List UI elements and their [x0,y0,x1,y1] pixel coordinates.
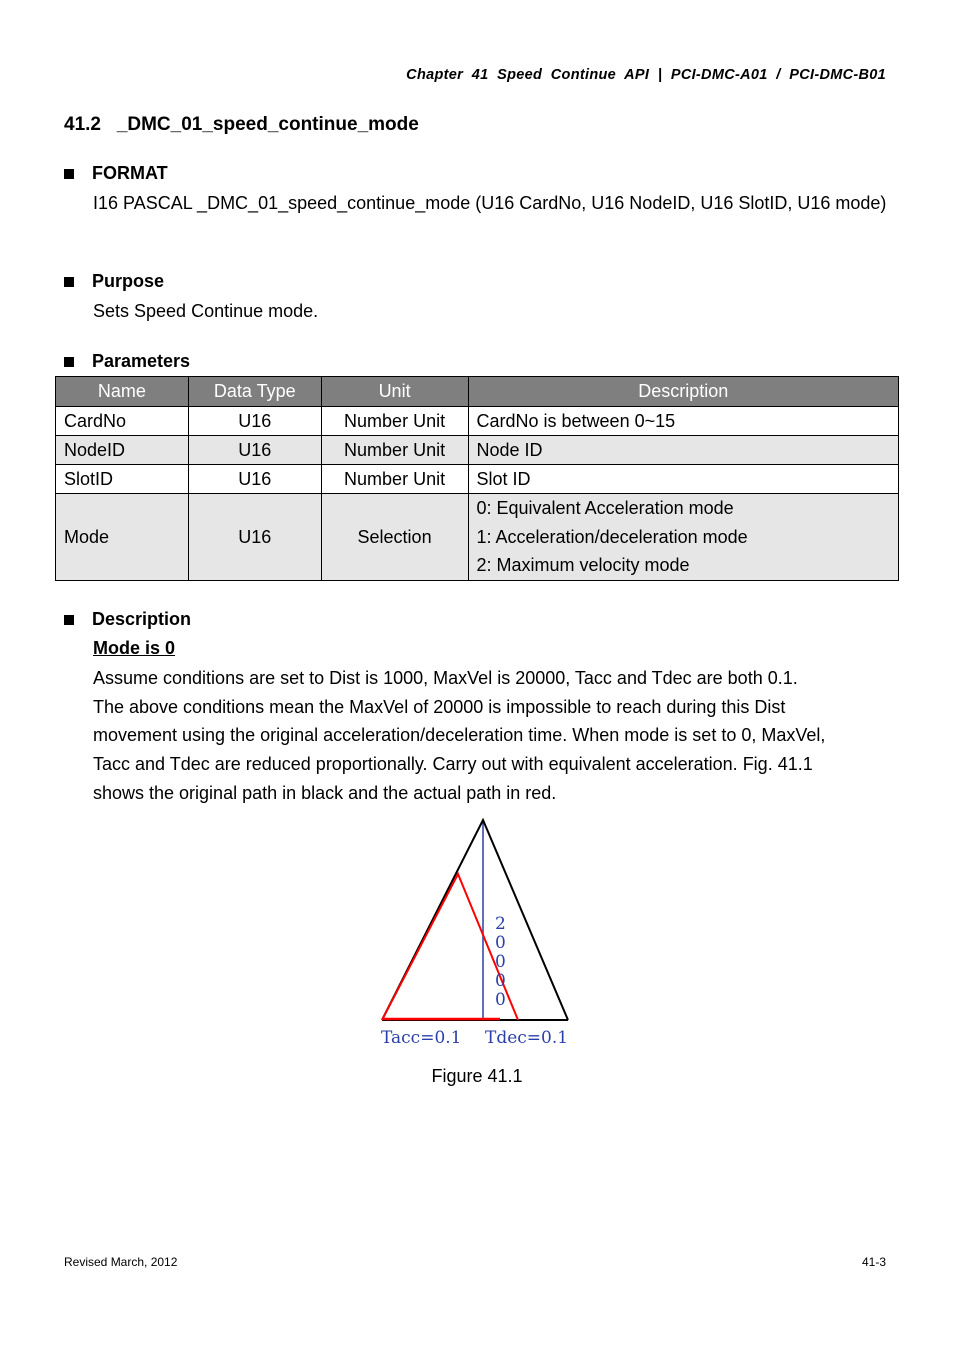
column-header-data-type: Data Type [188,377,321,407]
footer-revision: Revised March, 2012 [64,1255,178,1269]
param-desc: Slot ID [468,465,899,494]
description-line: shows the original path in black and the actual path in red. [93,782,557,803]
format-heading-label: FORMAT [92,163,168,183]
table-row [56,494,899,581]
column-header-unit: Unit [321,377,468,407]
mode-option: 0: Equivalent Acceleration mode [476,498,734,518]
table-row [56,407,899,436]
param-type: U16 [188,465,321,494]
parameters-heading-label: Parameters [92,351,191,371]
param-unit: Number Unit [321,436,468,465]
section-title: 41.2 _DMC_01_speed_continue_mode [64,114,419,135]
description-heading [64,609,191,630]
bullet-square-icon [64,615,74,625]
tacc-label: Tacc=0.1 [381,1028,462,1048]
description-line: Tacc and Tdec are reduced proportionally. Carry out with equivalent acceleration. Fig. 41.1 [93,754,813,775]
mode-subheading: Mode is 0 [93,638,176,658]
page-header: Chapter 41 Speed Continue API | PCI-DMC-A01 / PCI-DMC-B01 [406,67,886,83]
original-path [382,820,568,1020]
param-desc: CardNo is between 0~15 [468,407,899,436]
param-name: Mode [56,494,189,581]
format-text: I16 PASCAL _DMC_01_speed_continue_mode (U16 CardNo, U16 NodeID, U16 SlotID, U16 mode) [93,193,887,213]
param-type: U16 [188,436,321,465]
param-unit: Number Unit [321,407,468,436]
vertical-label-digit: 0 [495,971,506,991]
vertical-label-digit: 0 [495,933,506,953]
param-unit: Number Unit [321,465,468,494]
purpose-heading [64,271,164,292]
description-text [93,664,893,808]
figure-caption: Figure 41.1 [431,1066,523,1086]
bullet-square-icon [64,169,74,179]
table-row [56,436,899,465]
description-heading-label: Description [92,609,192,629]
param-desc [468,494,899,581]
parameters-table [55,376,899,581]
column-header-description: Description [468,377,899,407]
mode-option: 2: Maximum velocity mode [476,555,690,576]
mode-option: 1: Acceleration/deceleration mode [476,526,748,547]
param-type: U16 [188,494,321,581]
description-line: movement using the original acceleration/deceleration time. When mode is set to 0, MaxVel, [93,725,826,746]
column-header-name: Name [56,377,189,407]
param-name: SlotID [56,465,189,494]
velocity-profile-figure [370,812,580,1052]
vertical-label-digit: 0 [495,990,506,1010]
purpose-heading-label: Purpose [92,271,165,291]
parameters-heading [64,351,190,372]
param-name: CardNo [56,407,189,436]
param-type: U16 [188,407,321,436]
param-name: NodeID [56,436,189,465]
vertical-label-digit: 2 [495,914,506,934]
tdec-label: Tdec=0.1 [485,1028,569,1048]
table-header-row [56,377,899,407]
purpose-text: Sets Speed Continue mode. [93,301,319,321]
bullet-square-icon [64,357,74,367]
param-desc: Node ID [468,436,899,465]
bullet-square-icon [64,277,74,287]
description-line: Assume conditions are set to Dist is 1000, MaxVel is 20000, Tacc and Tdec are both 0.1. [93,668,798,688]
format-heading [64,163,168,184]
description-line: The above conditions mean the MaxVel of 20000 is impossible to reach during this Dist [93,696,786,717]
vertical-label-digit: 0 [495,952,506,972]
footer-page-number: 41-3 [861,1255,886,1269]
param-unit: Selection [321,494,468,581]
table-row [56,465,899,494]
